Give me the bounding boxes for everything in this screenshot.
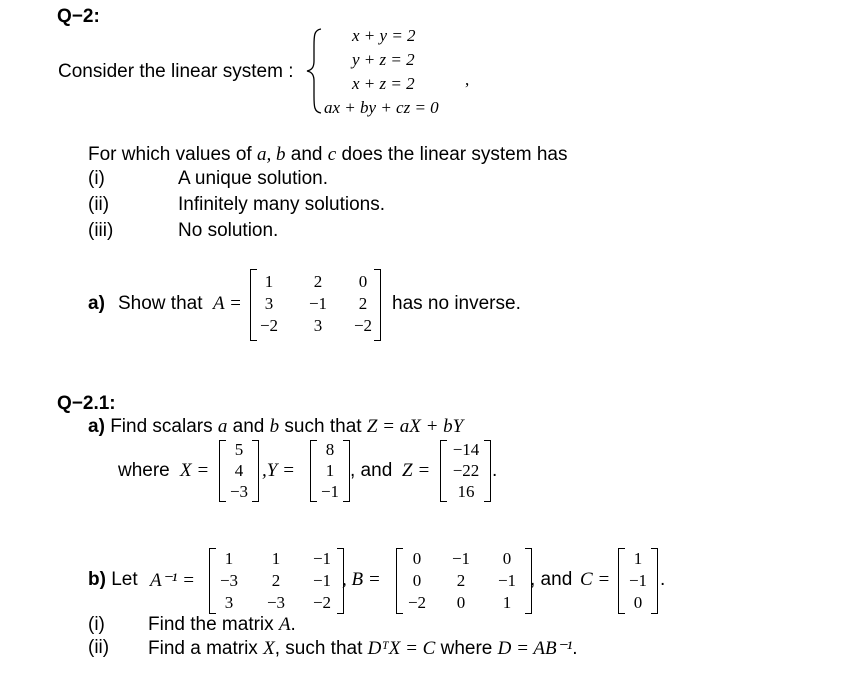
c-period: .: [660, 569, 666, 590]
vector-y-cell: −1: [320, 482, 340, 501]
matrix-ainv-cell: 2: [271, 571, 281, 590]
matrix-b-cell: 0: [412, 549, 422, 568]
matrix-b-cell: 0: [502, 549, 512, 568]
q2-question: For which values of a, b and c does the linear system has: [88, 144, 568, 165]
matrix-ainv-cell: −1: [312, 549, 332, 568]
matrix-ainv-cell: 3: [224, 593, 234, 612]
vector-x-cell: 4: [234, 461, 244, 480]
matrix-ainv-cell: 1: [271, 549, 281, 568]
vector-c-cell: 1: [633, 549, 643, 568]
q21-part-b-line: b) Let: [88, 569, 138, 590]
matrix-ainv-cell: 1: [224, 549, 234, 568]
matrix-b-cell: −1: [451, 549, 471, 568]
matrix-ainv-cell: −3: [219, 571, 239, 590]
matrix-a-cell: −2: [259, 316, 279, 335]
q21-part-a-label: a): [88, 416, 105, 437]
matrix-a-cell: 0: [358, 272, 368, 291]
matrix-b-cell: 0: [456, 593, 466, 612]
case-num-2: (ii): [88, 194, 110, 215]
case-text-2: Infinitely many solutions.: [178, 194, 385, 215]
matrix-b-lhs: , B =: [342, 569, 381, 590]
matrix-a-cell: 2: [313, 272, 323, 291]
trailing-comma: ,: [465, 70, 470, 89]
q2-part-a-text: Show that: [118, 293, 203, 314]
equation-4: ax + by + cz = 0: [324, 98, 439, 117]
matrix-b-cell: 1: [502, 593, 512, 612]
item-text-2: Find a matrix X, such that DᵀX = C where D = AB⁻¹.: [148, 638, 578, 659]
q21-part-a-line: a) Find scalars a and b such that Z = aX + bY: [88, 416, 464, 437]
q21-heading: Q−2.1:: [57, 393, 116, 414]
vector-y-lhs: ,Y =: [262, 460, 295, 481]
matrix-b-cell: −1: [497, 571, 517, 590]
z-period: .: [492, 460, 498, 481]
vector-x-cell: 5: [234, 440, 244, 459]
where-label: where: [118, 460, 170, 481]
matrix-a-cell: −1: [308, 294, 328, 313]
matrix-a-cell: 3: [313, 316, 323, 335]
item-num-1: (i): [88, 614, 105, 635]
vector-y-cell: 8: [325, 440, 335, 459]
system-brace: [306, 28, 326, 114]
matrix-a-lhs: A =: [213, 293, 242, 314]
q2-heading: Q−2:: [57, 6, 100, 27]
equation-3: x + z = 2: [352, 74, 415, 93]
vector-y-cell: 1: [325, 461, 335, 480]
vector-c-cell: −1: [628, 571, 648, 590]
equation-1: x + y = 2: [352, 26, 416, 45]
matrix-b-cell: 0: [412, 571, 422, 590]
vector-z-cell: 16: [457, 482, 475, 501]
vector-x-cell: −3: [229, 482, 249, 501]
case-text-1: A unique solution.: [178, 168, 329, 189]
item-num-2: (ii): [88, 637, 110, 658]
vector-c-lhs: C =: [580, 569, 611, 590]
matrix-b-cell: 2: [456, 571, 466, 590]
q2-intro: Consider the linear system :: [58, 61, 294, 82]
and-c-text: , and: [530, 569, 573, 590]
item-text-1: Find the matrix A.: [148, 614, 296, 635]
vector-c-cell: 0: [633, 593, 643, 612]
matrix-a-cell: 3: [264, 294, 274, 313]
vector-z-cell: −22: [452, 461, 480, 480]
equation-2: y + z = 2: [352, 50, 415, 69]
case-num-3: (iii): [88, 220, 114, 241]
q2-part-a-post: has no inverse.: [392, 293, 521, 314]
matrix-b-cell: −2: [407, 593, 427, 612]
case-text-3: No solution.: [178, 220, 279, 241]
ainv-lhs: A⁻¹ =: [150, 570, 195, 591]
case-num-1: (i): [88, 168, 105, 189]
matrix-a-cell: 2: [358, 294, 368, 313]
q2-part-a-label: a): [88, 293, 105, 314]
vector-z-lhs: Z =: [402, 460, 431, 481]
vector-z-cell: −14: [452, 440, 480, 459]
matrix-a-cell: 1: [264, 272, 274, 291]
vector-x-lhs: X =: [180, 460, 210, 481]
and-z-text: , and: [350, 460, 393, 481]
matrix-ainv-cell: −3: [266, 593, 286, 612]
matrix-ainv-cell: −1: [312, 571, 332, 590]
matrix-a-cell: −2: [353, 316, 373, 335]
matrix-ainv-cell: −2: [312, 593, 332, 612]
q21-part-b-label: b): [88, 569, 106, 590]
